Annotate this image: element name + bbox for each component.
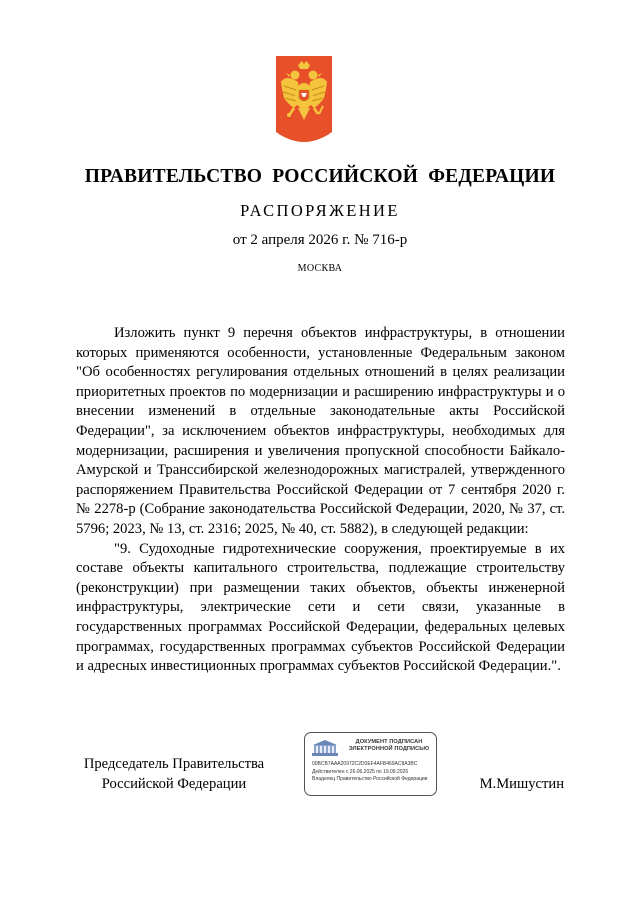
order-body — [76, 324, 565, 677]
body-paragraph: Изложить пункт 9 перечня объектов инфраструктуры, в отношении которых применяются особенности, установленные Федеральным законом "Об особенностях регулирования отдельных отношений в целях реализации приоритетных проектов по модернизации и расширению инфраструктуры и о внесении изменений в отдельные законодательные акты Российской Федерации", за исключением объектов инфраструктуры, необходимых для модернизации, расширения и увеличения пропускной способности Байкало-Амурской и Транссибирской железнодорожных магистралей, утвержденного распоряжением Правительства Российской Федерации от 7 сентября 2020 г. № 2278-р (Собрание законодательства Российской Федерации, 2020, № 37, ст. 5796; 2023, № 13, ст. 2316; 2025, № 40, ст. 5882), в следующей редакции: — [76, 325, 565, 537]
signatory-position-line: Председатель Правительства — [83, 756, 265, 772]
document-date-number: от 2 апреля 2026 г. № 716-р — [232, 232, 408, 248]
government-building-icon — [311, 738, 339, 757]
stamp-title-line: ЭЛЕКТРОННОЙ ПОДПИСЬЮ — [348, 746, 430, 752]
stamp-title — [343, 739, 435, 753]
stamp-certificate: 00BCB7AAA20972C2D0EF4AFB469AC8A3BC — [312, 761, 418, 767]
government-title: ПРАВИТЕЛЬСТВО РОССИЙСКОЙ ФЕДЕРАЦИИ — [84, 166, 556, 187]
document-type: РАСПОРЯЖЕНИЕ — [240, 201, 400, 220]
stamp-owner: Владелец Правительство Российской Федерации — [312, 776, 428, 782]
document-city: МОСКВА — [297, 263, 343, 274]
signatory-position — [76, 754, 272, 794]
double-headed-eagle-icon — [276, 56, 332, 142]
signatory-name: М.Мишустин — [479, 776, 564, 792]
stamp-title-line: ДОКУМЕНТ ПОДПИСАН — [355, 739, 423, 745]
electronic-signature-stamp — [304, 732, 437, 796]
coat-of-arms-emblem — [276, 56, 332, 142]
stamp-validity: Действителен с 26.06.2025 по 19.09.2026 — [312, 769, 409, 775]
signatory-position-line: Российской Федерации — [101, 776, 247, 792]
body-paragraph: "9. Судоходные гидротехнические сооружения, проектируемые в их составе объекты капитального строительства, подлежащие строительству (реконструкции) при размещении таких объектов, объекты инженерной инфраструктуры, электрические сети и сети связи, указанные в государственных программах Российской Федерации, федеральных целевых программах, государственных программах субъектов Российской Федерации и адресных инвестиционных программах субъектов Российской Федерации.". — [76, 540, 565, 675]
